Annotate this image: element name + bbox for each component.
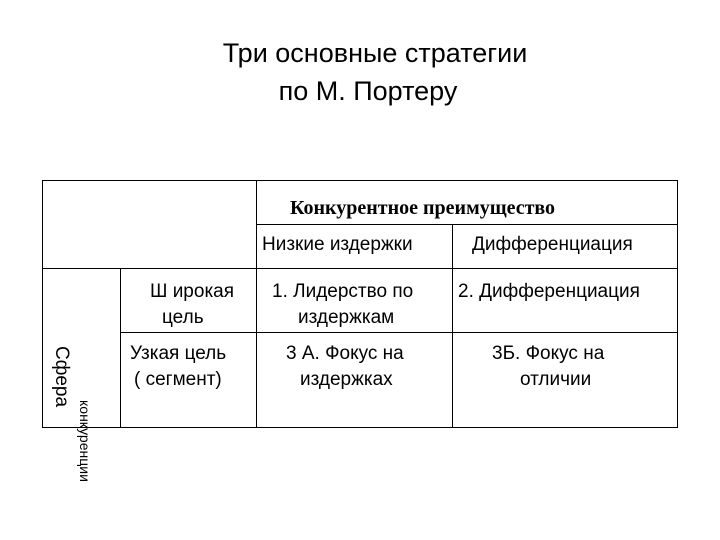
cell-focus-difference-line2: отличии (520, 369, 592, 390)
row-divider (120, 332, 678, 333)
column-header-low-costs: Низкие издержки (262, 234, 413, 255)
cell-focus-costs-line2: издержках (300, 369, 393, 390)
row-label-broad-line1: Ш ирокая (150, 281, 235, 302)
cell-differentiation-line1: 2. Дифференциация (458, 281, 640, 302)
header-competitive-advantage: Конкурентное преимущество (290, 197, 556, 219)
table-top-border (42, 180, 678, 181)
side-label-scope: Сфера (51, 346, 72, 408)
table-right-border (677, 180, 678, 427)
row-label-divider (256, 180, 257, 427)
title-line-1: Три основные стратегии (222, 38, 528, 68)
cell-focus-costs-line1: 3 А. Фокус на (286, 343, 404, 364)
cell-cost-leadership-line1: 1. Лидерство по (272, 281, 414, 302)
column-header-differentiation: Дифференциация (472, 234, 633, 255)
side-label-competition: конкуренции (77, 400, 93, 482)
cell-cost-leadership-line2: издержкам (298, 307, 395, 328)
header-bottom-border (42, 268, 678, 269)
row-label-narrow-line2: ( сегмент) (134, 369, 222, 390)
row-label-narrow-line1: Узкая цель (130, 343, 227, 364)
column-divider (452, 224, 453, 427)
side-label-divider (120, 268, 121, 427)
table-bottom-border (42, 427, 678, 428)
header-divider (256, 224, 678, 225)
row-label-broad-line2: цель (162, 307, 204, 328)
title-line-2: по М. Портеру (278, 76, 458, 106)
table-left-border (42, 180, 43, 427)
cell-focus-difference-line1: 3Б. Фокус на (492, 343, 605, 364)
